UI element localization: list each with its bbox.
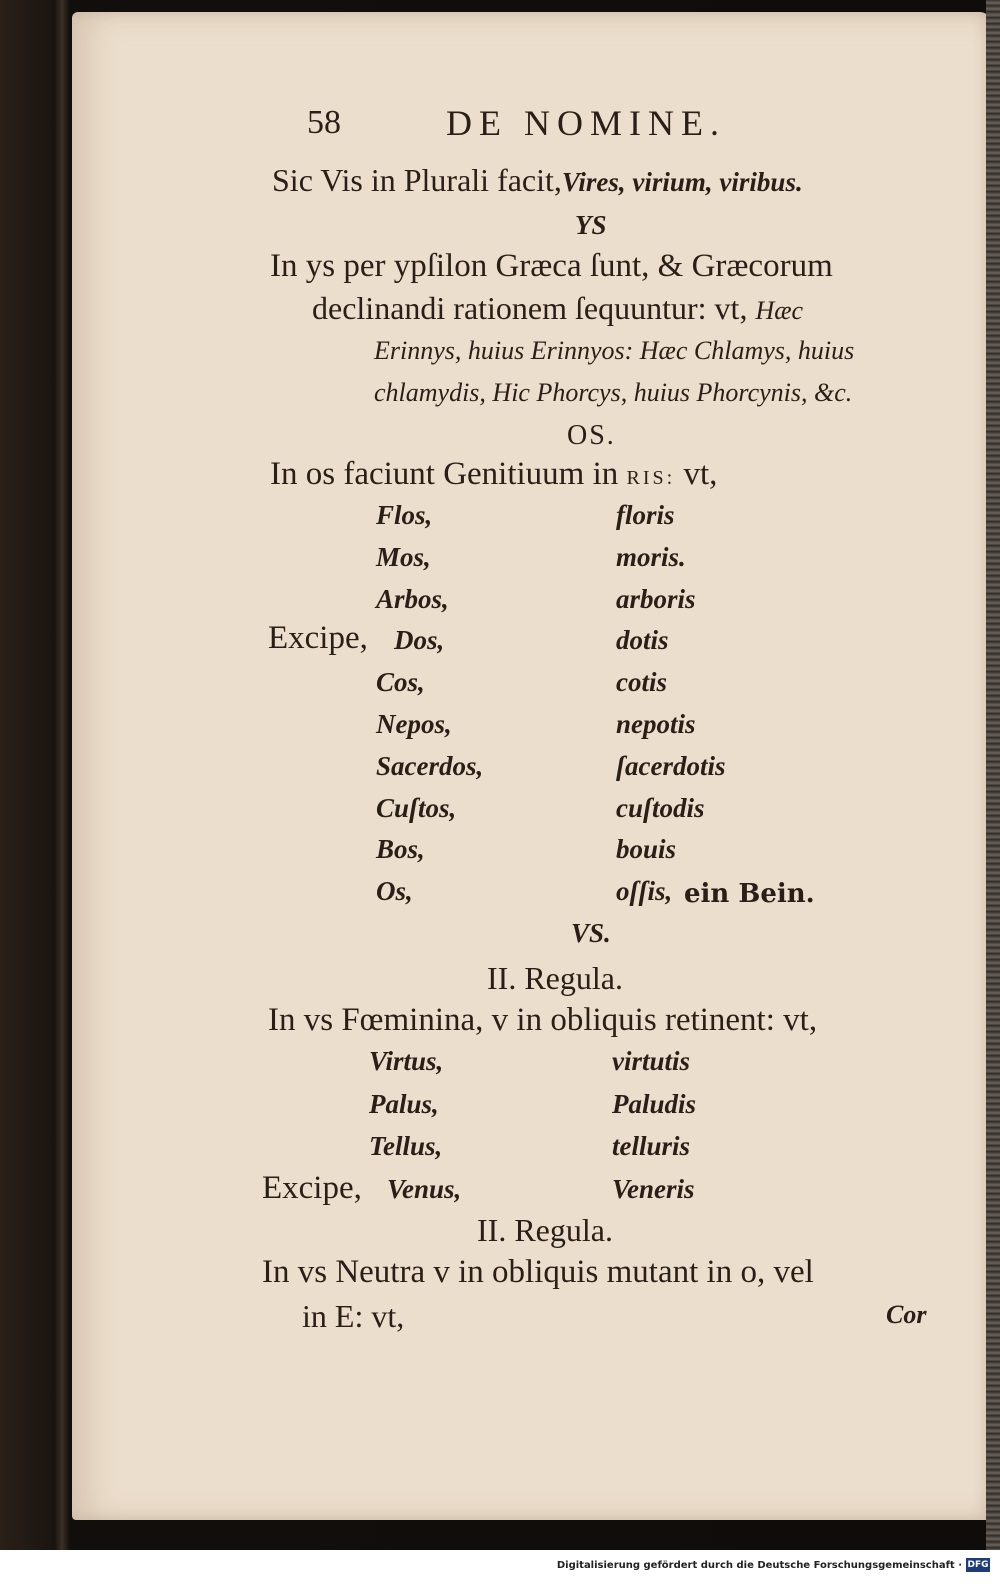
genitive-form: bouis	[616, 834, 677, 865]
page-edge	[986, 0, 1000, 1550]
text-roman: v in obliquis retinent: vt,	[491, 1002, 818, 1038]
text-line-4: Erinnys, huius Erinnyos: Hæc Chlamys, huius	[374, 336, 855, 365]
genitive-form: dotis	[616, 625, 669, 656]
nominative-form: Os,	[376, 876, 413, 907]
genitive-form: moris.	[616, 541, 686, 572]
text-line-7	[268, 1002, 817, 1039]
text-line-6	[270, 456, 717, 493]
text-line-3	[312, 290, 803, 327]
excipe-label-2: Excipe,	[262, 1170, 362, 1206]
nominative-form: Flos,	[376, 500, 433, 530]
footer-credit: Digitalisierung gefördert durch die Deutsche Forschungsgemeinschaft ·	[556, 1560, 962, 1571]
text-roman: declinandi rationem ſequuntur: vt,	[312, 290, 748, 326]
dfg-logo: DFG	[967, 1560, 989, 1570]
nominative-form: Palus,	[369, 1088, 439, 1119]
genitive-form: Paludis	[612, 1088, 697, 1119]
nominative-form: Bos,	[376, 834, 425, 865]
nominative-form: Virtus,	[369, 1046, 444, 1076]
running-title: DE NOMINE.	[446, 103, 726, 143]
text-italic: Hæc	[755, 296, 804, 325]
nominative-form: Tellus,	[369, 1131, 443, 1161]
genitive-form: cuſtodis	[616, 792, 705, 823]
text-roman: In os faciunt Genitiuum in	[270, 456, 619, 492]
genitive-form: oſſis,	[616, 876, 673, 907]
text-roman: In vs Fœminina,	[268, 1002, 484, 1038]
nominative-form: Venus,	[387, 1173, 462, 1204]
text-line-1	[272, 162, 803, 199]
genitive-form: telluris	[612, 1131, 691, 1161]
excipe-label-1: Excipe,	[268, 620, 368, 656]
regula-heading-1: II. Regula.	[487, 960, 623, 996]
nominative-form: Nepos,	[376, 709, 452, 739]
german-gloss: ein Bein.	[684, 879, 815, 909]
genitive-form: nepotis	[616, 709, 696, 739]
text-line-8	[262, 1254, 814, 1291]
text-roman: v in obliquis mutant in o, vel	[433, 1254, 814, 1290]
genitive-form: floris	[616, 500, 675, 530]
text-smallcaps: RIS:	[626, 467, 676, 489]
text-roman: In vs Neutra	[262, 1254, 426, 1290]
regula-heading-2: II. Regula.	[477, 1212, 613, 1248]
nominative-form: Arbos,	[376, 583, 449, 614]
page-number: 58	[307, 104, 341, 141]
section-heading-vs: VS.	[571, 918, 611, 948]
section-heading-ys: YS	[575, 210, 607, 240]
book-page	[72, 12, 990, 1520]
text-italic: Vires, virium, viribus.	[561, 167, 803, 197]
catchword: Cor	[886, 1300, 927, 1329]
genitive-form: ſacerdotis	[616, 750, 726, 781]
text-line-9: in E: vt,	[302, 1298, 405, 1334]
section-heading-os: OS.	[567, 420, 616, 451]
genitive-form: virtutis	[612, 1046, 691, 1076]
text-line-5: chlamydis, Hic Phorcys, huius Phorcynis, &c.	[374, 378, 853, 407]
nominative-form: Mos,	[376, 541, 431, 572]
text-roman: Sic Vis in Plurali facit,	[272, 162, 562, 198]
nominative-form: Sacerdos,	[376, 750, 484, 781]
genitive-form: Veneris	[612, 1173, 695, 1204]
genitive-form: arboris	[616, 583, 696, 614]
text-line-2: In ys per ypſilon Græca ſunt, & Græcorum	[270, 248, 833, 284]
nominative-form: Cos,	[376, 667, 425, 698]
text-roman: vt,	[683, 456, 718, 492]
nominative-form: Dos,	[394, 625, 445, 656]
genitive-form: cotis	[616, 667, 667, 698]
nominative-form: Cuſtos,	[376, 792, 457, 823]
